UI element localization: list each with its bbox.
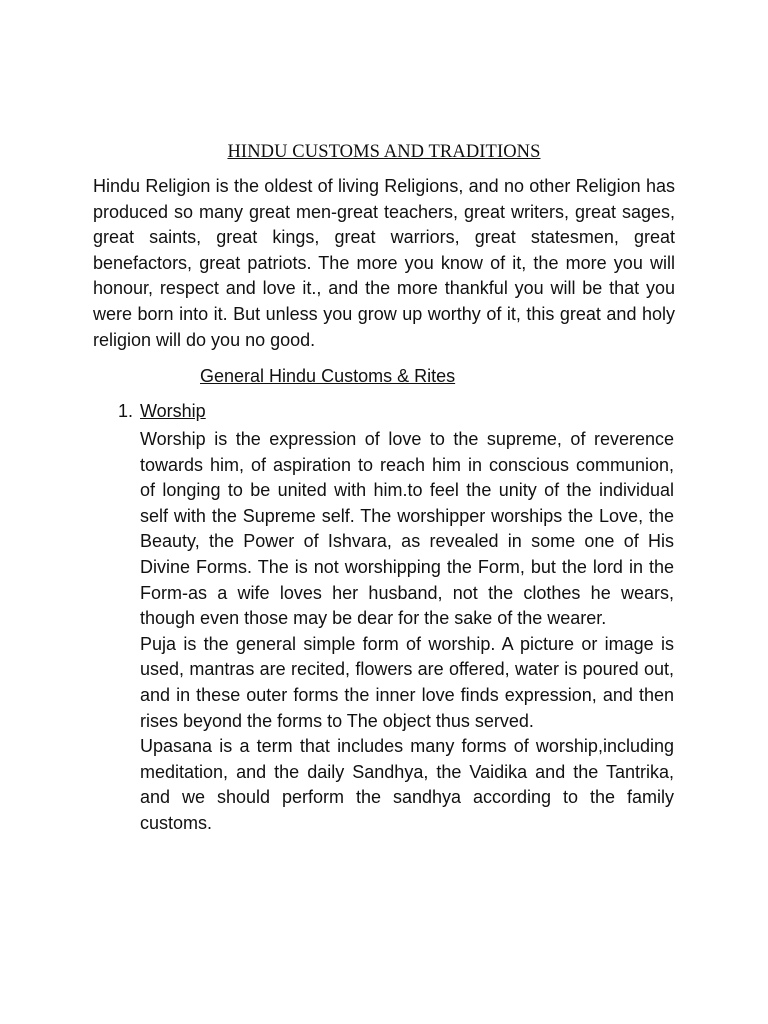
document-title xyxy=(0,142,768,163)
list-item-number: 1. xyxy=(118,401,134,421)
puja-paragraph: Puja is the general simple form of worship. A picture or image is used, mantras are recited, flowers are offered, water is poured out, and in these outer forms the inner love finds expression, and then rises beyond the forms to The object thus served. xyxy=(140,633,674,731)
list-item-title: Worship xyxy=(140,401,206,421)
worship-paragraph: Worship is the expression of love to the supreme, of reverence towards him, of aspiration to reach him in conscious communion, of longing to be united with him.to feel the unity of the individual self with the Supreme self. The worshipper worships the Love, the Beauty, the Power of Ishvara, as revealed in some one of His Divine Forms. The is not worshipping the Form, but the lord in the Form-as a wife loves her husband, not the clothes he wears, though even those may be dear for the sake of the wearer. xyxy=(140,429,674,629)
list-item-body xyxy=(140,427,674,837)
intro-paragraph: Hindu Religion is the oldest of living Religions, and no other Religion has produced so many great men-great teachers, great writers, great sages, great saints, great kings, great warriors, great statesmen, great benefactors, great patriots. The more you know of it, the more you will honour, respect and love it., and the more thankful you will be that you were born into it. But unless you grow up worthy of it, this great and holy religion will do you no good. xyxy=(93,176,675,350)
document-title-text: HINDU CUSTOMS AND TRADITIONS xyxy=(227,142,541,162)
section-heading: General Hindu Customs & Rites xyxy=(200,366,456,386)
upasana-paragraph: Upasana is a term that includes many forms of worship,including meditation, and the daily Sandhya, the Vaidika and the Tantrika, and we should perform the sandhya according to the family customs. xyxy=(140,736,674,833)
